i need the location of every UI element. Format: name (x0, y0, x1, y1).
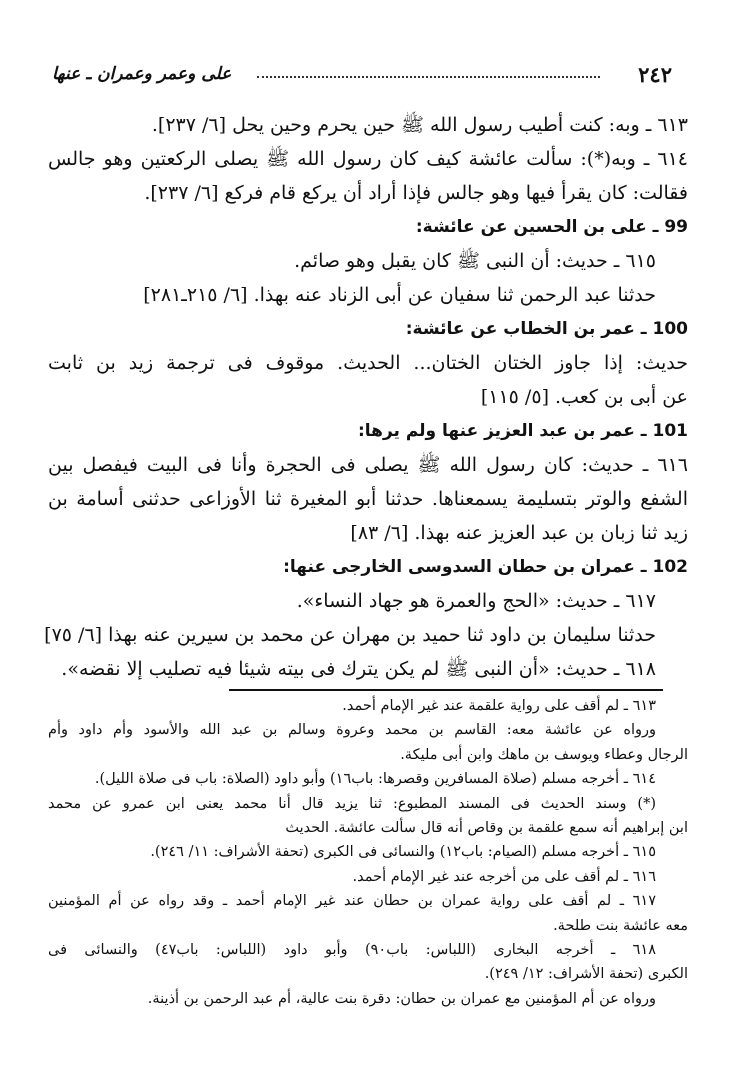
text-line: حدثنا عبد الرحمن ثنا سفيان عن أبى الزناد عنه بهذا. [٦/ ٢١٥ـ٢٨١] (143, 284, 656, 306)
text-line: ٦١٥ ـ حديث: أن النبى ﷺ كان يقبل وهو صائم. (294, 250, 656, 272)
footnote-line: ٦١٣ ـ لم أقف على رواية علقمة عند غير الإمام أحمد. (342, 698, 656, 714)
footnote-line: (*) وسند الحديث فى المسند المطبوع: ثنا يزيد قال أنا محمد يعنى ابن عمرو عن محمد (48, 795, 656, 812)
footnote-line: ابن إبراهيم أنه سمع علقمة بن وقاص أنه قال سألت عائشة. الحديث (285, 819, 688, 836)
footnote-line: ورواه عن عائشة معه: القاسم بن محمد وعروة وسالم بن عبد الله والأسود وأم داود وأم (48, 722, 656, 739)
header-dotted-rule (257, 76, 600, 78)
text-line: عن أبى بن كعب. [٥/ ١١٥] (480, 386, 688, 408)
footnote-line: الكبرى (تحفة الأشراف: ١٢/ ٢٤٩). (484, 966, 688, 983)
footnote-line: ورواه عن أم المؤمنين مع عمران بن حطان: دقرة بنت عالية، أم عبد الرحمن بن أذينة. (147, 990, 656, 1007)
footnote-line: ٦١٥ ـ أخرجه مسلم (الصيام: باب١٢) والنسائى فى الكبرى (تحفة الأشراف: ١١/ ٢٤٦). (150, 844, 656, 861)
main-text (44, 108, 688, 686)
page-number: ٢٤٢ (638, 62, 672, 87)
text-line: فقالت: كان يقرأ فيها وهو جالس فإذا أراد أن يركع قام فركع [٦/ ٢٣٧]. (144, 182, 688, 204)
section-heading: 102 ـ عمران بن حطان السدوسى الخارجى عنها: (283, 557, 688, 577)
footnote-line: ٦١٦ ـ لم أقف على من أخرجه عند غير الإمام أحمد. (352, 868, 656, 885)
text-line: ٦١٨ ـ حديث: «أن النبى ﷺ لم يكن يترك فى بيته شيئا فيه تصليب إلا نقضه». (61, 658, 656, 680)
footnote-line: ٦١٤ ـ أخرجه مسلم (صلاة المسافرين وقصرها: باب١٦) وأبو داود (الصلاة: باب فى صلاة الليل). (94, 771, 656, 788)
text-line: ٦١٧ ـ حديث: «الحج والعمرة هو جهاد النساء». (296, 590, 656, 612)
text-line: ٦١٣ ـ وبه: كنت أطيب رسول الله ﷺ حين يحرم وحين يحل [٦/ ٢٣٧]. (151, 114, 688, 136)
text-line: ٦١٦ ـ حديث: كان رسول الله ﷺ يصلى فى الحجرة وأنا فى البيت فيفصل بين (48, 454, 688, 476)
footnote-line: ٦١٧ ـ لم أقف على رواية عمران بن حطان عند غير الإمام أحمد ـ وقد رواه عن أم المؤمنين (48, 893, 656, 910)
section-heading: 101 ـ عمر بن عبد العزيز عنها ولم يرها: (357, 421, 688, 441)
footnotes (48, 694, 688, 1011)
footnote-line: ٦١٨ ـ أخرجه البخارى (اللباس: باب٩٠) وأبو داود (اللباس: باب٤٧) والنسائى فى (48, 941, 656, 958)
footnote-line: الرجال وعطاء ويوسف بن ماهك وابن أبى مليكة. (400, 746, 688, 763)
text-line: ٦١٤ ـ وبه(*): سألت عائشة كيف كان رسول الله ﷺ يصلى الركعتين وهو جالس (48, 148, 688, 170)
footnote-line: معه عائشة بنت طلحة. (553, 917, 688, 934)
text-line: حديث: إذا جاوز الختان الختان... الحديث. موقوف فى ترجمة زيد بن ثابت (48, 352, 688, 374)
text-line: حدثنا سليمان بن داود ثنا حميد بن مهران عن محمد بن سيرين عنه بهذا [٦/ ٧٥] (44, 624, 656, 646)
running-title: على وعمر وعمران ـ عنها (52, 64, 232, 84)
section-heading: 100 ـ عمر بن الخطاب عن عائشة: (405, 319, 688, 339)
footnote-separator (229, 689, 663, 691)
section-heading: 99 ـ على بن الحسين عن عائشة: (415, 217, 688, 237)
page-header (52, 62, 672, 90)
text-line: زيد ثنا زبان بن عبد العزيز عنه بهذا. [٦/ ٨٣] (350, 522, 688, 544)
text-line: الشفع والوتر بتسليمة يسمعناها. حدثنا أبو المغيرة ثنا الأوزاعى حدثنى أسامة بن (48, 488, 688, 510)
